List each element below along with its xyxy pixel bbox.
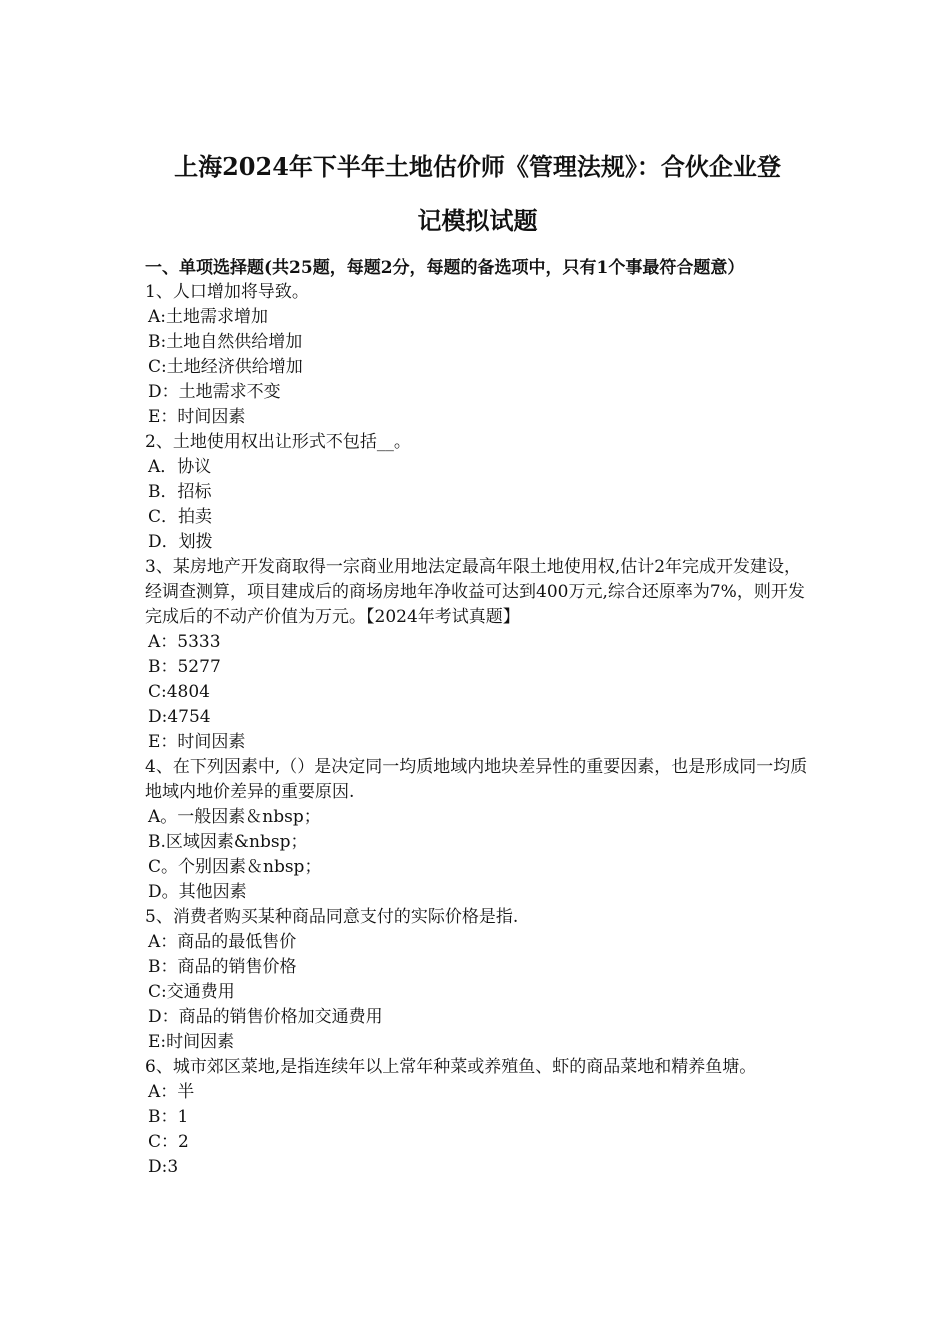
answer-option: D。其他因素 bbox=[148, 882, 247, 902]
answer-option: C。个别因素＆nbsp； bbox=[148, 857, 322, 877]
title-line-2: 记模拟试题 bbox=[417, 206, 538, 235]
answer-option: D：土地需求不变 bbox=[148, 382, 281, 402]
answer-option: B：商品的销售价格 bbox=[148, 957, 297, 977]
answer-option: A:土地需求增加 bbox=[148, 307, 269, 327]
answer-option: B：5277 bbox=[148, 657, 221, 677]
answer-option: B.区域因素&nbsp； bbox=[148, 832, 308, 852]
section-heading: 一、单项选择题(共25题，每题2分，每题的备选项中，只有1个事最符合题意） bbox=[145, 258, 745, 278]
answer-option: E:时间因素 bbox=[148, 1032, 235, 1052]
answer-option: D:3 bbox=[148, 1157, 179, 1177]
answer-option: A：5333 bbox=[148, 632, 221, 652]
answer-option: B：1 bbox=[148, 1107, 189, 1127]
document-title bbox=[145, 140, 810, 248]
answer-option: C：2 bbox=[148, 1132, 189, 1152]
answer-option: D:4754 bbox=[148, 707, 211, 727]
answer-option: A：半 bbox=[148, 1082, 195, 1102]
answer-option: D：商品的销售价格加交通费用 bbox=[148, 1007, 383, 1027]
answer-option: C:4804 bbox=[148, 682, 210, 702]
question-list bbox=[145, 280, 810, 1180]
answer-option: B．招标 bbox=[148, 482, 212, 502]
answer-option: A：商品的最低售价 bbox=[148, 932, 297, 952]
title-line-1: 上海2024年下半年土地估价师《管理法规》：合伙企业登 bbox=[174, 152, 781, 181]
answer-option: E：时间因素 bbox=[148, 407, 246, 427]
answer-option: E：时间因素 bbox=[148, 732, 246, 752]
question-stem: 5、消费者购买某种商品同意支付的实际价格是指. bbox=[145, 907, 519, 927]
answer-option: C:土地经济供给增加 bbox=[148, 357, 303, 377]
document-page bbox=[145, 140, 810, 1180]
answer-option: D．划拨 bbox=[148, 532, 213, 552]
answer-option: C:交通费用 bbox=[148, 982, 235, 1002]
question-stem: 4、在下列因素中,（）是决定同一均质地域内地块差异性的重要因素，也是形成同一均质地域内地价差异的重要原因. bbox=[145, 757, 808, 802]
question-stem: 3、某房地产开发商取得一宗商业用地法定最高年限土地使用权,估计2年完成开发建设，经调查测算，项目建成后的商场房地年净收益可达到400万元,综合还原率为7%，则开发完成后的不动产价值为万元。【2024年考试真题】 bbox=[145, 557, 805, 627]
answer-option: A．协议 bbox=[148, 457, 212, 477]
answer-option: A。一般因素＆nbsp； bbox=[148, 807, 321, 827]
question-stem: 1、人口增加将导致。 bbox=[145, 282, 309, 302]
question-stem: 6、城市郊区菜地,是指连续年以上常年种菜或养殖鱼、虾的商品菜地和精养鱼塘。 bbox=[145, 1057, 757, 1077]
answer-option: C．拍卖 bbox=[148, 507, 213, 527]
question-stem: 2、土地使用权出让形式不包括__。 bbox=[145, 432, 411, 452]
answer-option: B:土地自然供给增加 bbox=[148, 332, 303, 352]
